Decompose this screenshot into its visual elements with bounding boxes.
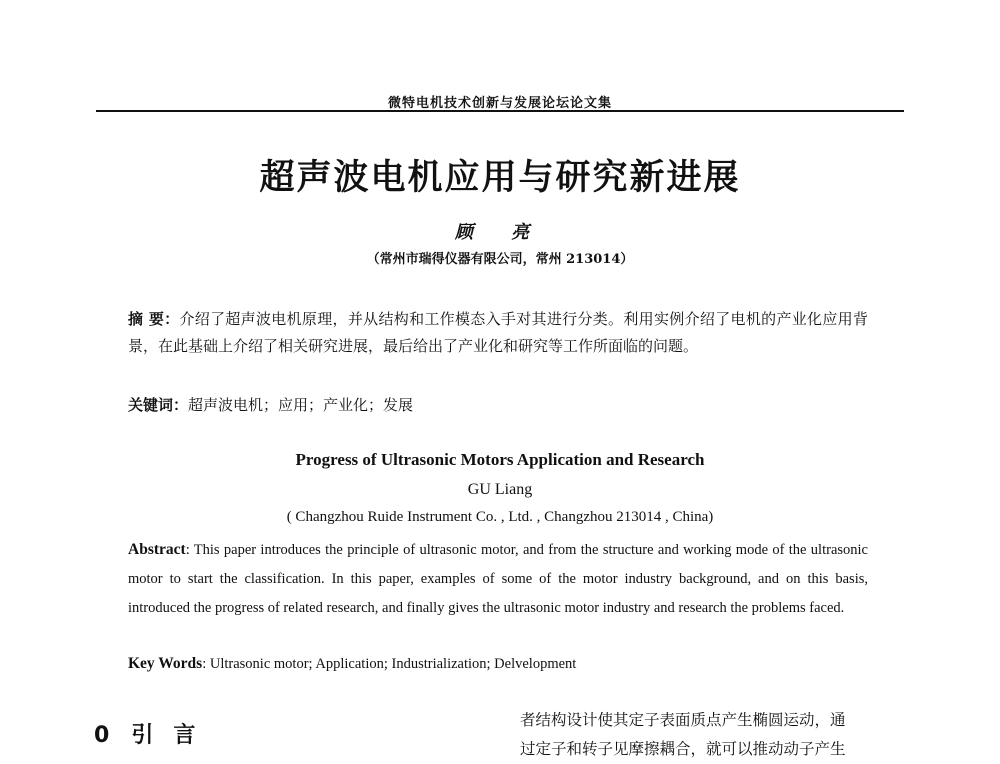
keywords-en — [128, 649, 868, 679]
section-heading — [94, 718, 215, 749]
author-en: GU Liang — [467, 481, 533, 498]
body-line: 者结构设计使其定子表面质点产生椭圆运动，通 — [520, 711, 846, 729]
header-rule — [96, 110, 904, 112]
abstract-en-text: : This paper introduces the principle of ultrasonic motor, and from the structure and working mode of the ultrasonic motor to start the classification. In this paper, examples of some of the motor industry background, and on this basis, introduced the progress of related research, and finally gives the ultrasonic motor industry and research the problems faced. — [128, 542, 868, 616]
abstract-en-label: Abstract — [128, 541, 186, 558]
paper-title-en: Progress of Ultrasonic Motors Application and Research — [295, 450, 705, 469]
abstract-cn-text: 介绍了超声波电机原理，并从结构和工作模态入手对其进行分类。利用实例介绍了电机的产业化应用背景，在此基础上介绍了相关研究进展，最后给出了产业化和研究等工作所面临的问题。 — [128, 310, 868, 355]
section-number: 0 — [94, 723, 110, 748]
paper-title-cn: 超声波电机应用与研究新进展 — [259, 158, 741, 198]
keywords-en-text: : Ultrasonic motor; Application; Industrialization; Delvelopment — [202, 656, 577, 672]
affiliation-en: ( Changzhou Ruide Instrument Co. , Ltd. , Changzhou 213014 , China) — [286, 509, 714, 525]
author-cn: 顾 亮 — [454, 222, 546, 243]
section-title: 引言 — [131, 723, 216, 748]
keywords-cn — [128, 392, 868, 419]
body-text-right-column — [520, 706, 905, 764]
abstract-cn-label: 摘 要： — [128, 310, 180, 328]
body-line: 过定子和转子见摩擦耦合，就可以推动动子产生 — [520, 740, 846, 758]
abstract-en — [128, 535, 868, 623]
proceedings-header: 微特电机技术创新与发展论坛论文集 — [387, 96, 612, 111]
keywords-cn-label: 关键词： — [128, 396, 189, 414]
keywords-en-label: Key Words — [128, 655, 203, 672]
abstract-cn — [128, 306, 868, 360]
affiliation-cn: （常州市瑞得仪器有限公司，常州 213014） — [366, 252, 634, 267]
keywords-cn-text: 超声波电机；应用；产业化；发展 — [188, 396, 414, 414]
